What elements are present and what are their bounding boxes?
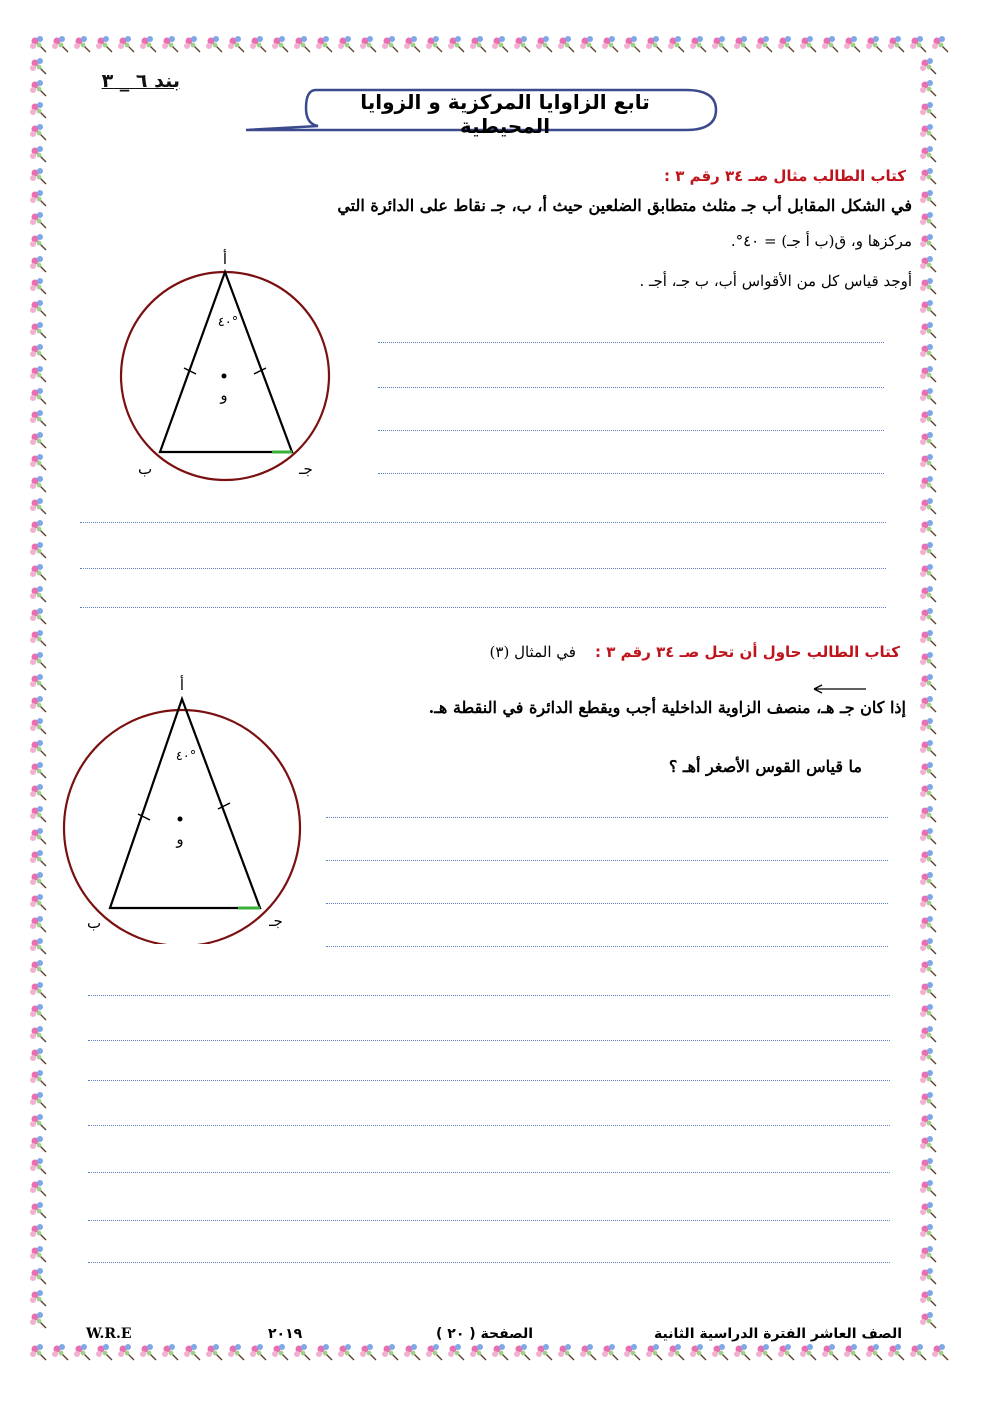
exercise-heading-row (490, 642, 900, 661)
label-c: جـ (299, 460, 313, 478)
border-flower-icon (514, 36, 530, 52)
border-flower-icon (920, 432, 936, 448)
border-flower-icon (920, 80, 936, 96)
border-flower-icon (316, 36, 332, 52)
border-flower-icon (712, 1344, 728, 1360)
border-flower-icon (646, 36, 662, 52)
page-title: تابع الزاوايا المركزية و الزوايا المحيطية (360, 90, 650, 138)
border-flower-icon (382, 36, 398, 52)
border-flower-icon (920, 344, 936, 360)
border-flower-icon (800, 36, 816, 52)
label-a: أ (222, 250, 228, 268)
border-flower-icon (118, 1344, 134, 1360)
border-flower-icon (30, 410, 46, 426)
section-number: بند ٦ _ ٣ (101, 70, 180, 92)
border-flower-icon (920, 1026, 936, 1042)
label-b: ب (86, 914, 102, 932)
border-flower-icon (426, 36, 442, 52)
border-flower-icon (30, 1092, 46, 1108)
border-flower-icon (920, 190, 936, 206)
border-flower-icon (910, 36, 926, 52)
border-flower-icon (558, 36, 574, 52)
border-flower-icon (30, 146, 46, 162)
border-flower-icon (690, 1344, 706, 1360)
answer-line (378, 473, 884, 474)
border-flower-icon (920, 454, 936, 470)
border-flower-icon (294, 36, 310, 52)
border-flower-icon (30, 344, 46, 360)
border-flower-icon (30, 1180, 46, 1196)
border-flower-icon (920, 124, 936, 140)
border-flower-icon (920, 1048, 936, 1064)
border-flower-icon (74, 36, 90, 52)
footer-year: ٢٠١٩ (268, 1326, 303, 1342)
border-flower-icon (866, 1344, 882, 1360)
border-flower-icon (30, 520, 46, 536)
border-flower-icon (920, 322, 936, 338)
border-flower-icon (30, 366, 46, 382)
answer-line (80, 522, 886, 523)
border-flower-icon (96, 1344, 112, 1360)
border-flower-icon (228, 1344, 244, 1360)
angle-label: ٤٠° (217, 315, 239, 330)
border-flower-icon (492, 36, 508, 52)
border-flower-icon (920, 168, 936, 184)
border-flower-icon (30, 454, 46, 470)
border-flower-icon (734, 1344, 750, 1360)
border-flower-icon (734, 36, 750, 52)
border-flower-icon (316, 1344, 332, 1360)
example-line-1: في الشكل المقابل أب جـ مثلث متطابق الضلعين حيث أ، ب، جـ نقاط على الدائرة التي (337, 196, 912, 215)
border-flower-icon (920, 1312, 936, 1328)
border-flower-icon (470, 1344, 486, 1360)
border-flower-icon (250, 36, 266, 52)
border-flower-icon (30, 80, 46, 96)
border-flower-icon (30, 498, 46, 514)
border-flower-icon (30, 102, 46, 118)
border-flower-icon (30, 36, 46, 52)
border-flower-icon (920, 410, 936, 426)
border-flower-icon (30, 212, 46, 228)
border-flower-icon (668, 36, 684, 52)
border-flower-icon (140, 36, 156, 52)
border-flower-icon (920, 1136, 936, 1152)
border-flower-icon (30, 674, 46, 690)
border-flower-icon (30, 1312, 46, 1328)
border-flower-icon (920, 542, 936, 558)
border-flower-icon (822, 36, 838, 52)
border-flower-icon (360, 1344, 376, 1360)
border-flower-icon (30, 1224, 46, 1240)
border-flower-icon (888, 36, 904, 52)
border-flower-icon (30, 696, 46, 712)
border-flower-icon (30, 652, 46, 668)
border-flower-icon (30, 1004, 46, 1020)
footer-code: W.R.E (86, 1326, 132, 1342)
border-flower-icon (602, 1344, 618, 1360)
label-b: ب (137, 460, 153, 478)
border-flower-icon (910, 1344, 926, 1360)
center-point (178, 817, 183, 822)
border-flower-icon (30, 300, 46, 316)
border-flower-icon (920, 476, 936, 492)
border-flower-icon (30, 1268, 46, 1284)
border-flower-icon (184, 36, 200, 52)
border-flower-icon (30, 916, 46, 932)
border-flower-icon (932, 1344, 948, 1360)
border-flower-icon (404, 36, 420, 52)
exercise-line-1: إذا كان جـ هـ، منصف الزاوية الداخلية أجب ويقطع الدائرة في النقطة هـ. (428, 698, 906, 717)
border-flower-icon (866, 36, 882, 52)
border-flower-icon (920, 564, 936, 580)
border-flower-icon (30, 476, 46, 492)
answer-line (88, 1080, 890, 1081)
border-flower-icon (920, 674, 936, 690)
border-flower-icon (360, 36, 376, 52)
border-flower-icon (294, 1344, 310, 1360)
border-flower-icon (96, 36, 112, 52)
border-flower-icon (920, 916, 936, 932)
border-flower-icon (30, 1070, 46, 1086)
label-o: و (176, 830, 184, 848)
border-flower-icon (920, 586, 936, 602)
border-flower-icon (920, 894, 936, 910)
answer-line (326, 817, 888, 818)
border-flower-icon (920, 1180, 936, 1196)
border-flower-icon (920, 784, 936, 800)
border-flower-icon (756, 1344, 772, 1360)
border-flower-icon (74, 1344, 90, 1360)
border-flower-icon (920, 212, 936, 228)
border-flower-icon (920, 300, 936, 316)
border-flower-icon (30, 322, 46, 338)
border-flower-icon (30, 190, 46, 206)
border-flower-icon (844, 1344, 860, 1360)
border-flower-icon (30, 960, 46, 976)
border-flower-icon (30, 564, 46, 580)
border-flower-icon (30, 388, 46, 404)
figure-triangle-in-circle-2 (50, 664, 320, 944)
border-flower-icon (920, 102, 936, 118)
border-flower-icon (30, 432, 46, 448)
border-flower-icon (338, 36, 354, 52)
border-flower-icon (30, 1246, 46, 1262)
border-flower-icon (162, 36, 178, 52)
border-flower-icon (920, 256, 936, 272)
equal-side-tick (218, 803, 230, 809)
border-flower-icon (920, 850, 936, 866)
exercise-heading: كتاب الطالب حاول أن تحل صـ ٣٤ رقم ٣ : (595, 643, 900, 661)
isosceles-triangle (110, 699, 260, 908)
border-flower-icon (920, 1224, 936, 1240)
answer-line (326, 946, 888, 947)
border-flower-icon (690, 36, 706, 52)
border-flower-icon (920, 652, 936, 668)
border-flower-icon (162, 1344, 178, 1360)
border-flower-icon (426, 1344, 442, 1360)
border-flower-icon (30, 168, 46, 184)
border-flower-icon (920, 938, 936, 954)
answer-line (326, 903, 888, 904)
border-flower-icon (30, 1136, 46, 1152)
answer-line (88, 995, 890, 996)
border-flower-icon (30, 234, 46, 250)
border-flower-icon (558, 1344, 574, 1360)
border-flower-icon (920, 828, 936, 844)
border-flower-icon (844, 36, 860, 52)
exercise-line-2: ما قياس القوس الأصغر أهـ ؟ (668, 757, 862, 776)
border-flower-icon (338, 1344, 354, 1360)
figure-triangle-in-circle-1 (100, 240, 350, 490)
border-flower-icon (536, 36, 552, 52)
border-flower-icon (920, 498, 936, 514)
answer-line (88, 1040, 890, 1041)
border-flower-icon (30, 718, 46, 734)
ray-arrow-icon (810, 682, 870, 696)
border-flower-icon (30, 608, 46, 624)
border-flower-icon (920, 58, 936, 74)
answer-line (88, 1262, 890, 1263)
example-line-2: مركزها و، ق(ب أ جـ) = ٤٠°. (730, 232, 912, 250)
border-flower-icon (30, 586, 46, 602)
example-heading: كتاب الطالب مثال صـ ٣٤ رقم ٣ : (663, 167, 906, 185)
border-flower-icon (624, 1344, 640, 1360)
border-flower-icon (920, 1158, 936, 1174)
answer-line (88, 1125, 890, 1126)
answer-line (326, 860, 888, 861)
border-flower-icon (52, 1344, 68, 1360)
answer-line (88, 1172, 890, 1173)
label-c: جـ (269, 912, 283, 930)
border-flower-icon (30, 806, 46, 822)
border-flower-icon (30, 256, 46, 272)
border-flower-icon (580, 36, 596, 52)
border-flower-icon (920, 718, 936, 734)
border-flower-icon (920, 608, 936, 624)
border-flower-icon (920, 1246, 936, 1262)
border-flower-icon (30, 982, 46, 998)
border-flower-icon (920, 696, 936, 712)
border-flower-icon (778, 36, 794, 52)
border-flower-icon (920, 806, 936, 822)
border-flower-icon (206, 36, 222, 52)
border-flower-icon (30, 58, 46, 74)
border-flower-icon (756, 36, 772, 52)
answer-line (378, 430, 884, 431)
border-flower-icon (30, 762, 46, 778)
border-flower-icon (920, 366, 936, 382)
border-flower-icon (52, 36, 68, 52)
border-flower-icon (712, 36, 728, 52)
border-flower-icon (30, 1344, 46, 1360)
border-flower-icon (668, 1344, 684, 1360)
border-flower-icon (404, 1344, 420, 1360)
border-flower-icon (920, 960, 936, 976)
border-flower-icon (30, 872, 46, 888)
border-flower-icon (580, 1344, 596, 1360)
border-flower-icon (920, 982, 936, 998)
border-flower-icon (624, 36, 640, 52)
border-flower-icon (30, 1114, 46, 1130)
border-flower-icon (470, 36, 486, 52)
border-flower-icon (602, 36, 618, 52)
border-flower-icon (30, 278, 46, 294)
border-flower-icon (920, 388, 936, 404)
border-flower-icon (920, 1268, 936, 1284)
center-point (222, 374, 227, 379)
border-flower-icon (118, 36, 134, 52)
border-flower-icon (888, 1344, 904, 1360)
border-flower-icon (30, 1290, 46, 1306)
border-flower-icon (382, 1344, 398, 1360)
border-flower-icon (514, 1344, 530, 1360)
border-flower-icon (920, 1004, 936, 1020)
label-a: أ (179, 676, 185, 694)
border-flower-icon (30, 740, 46, 756)
border-flower-icon (228, 36, 244, 52)
label-o: و (220, 386, 228, 404)
border-flower-icon (206, 1344, 222, 1360)
border-flower-icon (448, 1344, 464, 1360)
border-flower-icon (448, 36, 464, 52)
border-flower-icon (272, 1344, 288, 1360)
border-flower-icon (272, 36, 288, 52)
border-flower-icon (30, 542, 46, 558)
border-flower-icon (30, 1202, 46, 1218)
border-flower-icon (30, 124, 46, 140)
border-flower-icon (920, 234, 936, 250)
border-flower-icon (920, 1202, 936, 1218)
border-flower-icon (30, 784, 46, 800)
answer-line (80, 568, 886, 569)
border-flower-icon (920, 1070, 936, 1086)
isosceles-triangle (160, 272, 292, 452)
border-flower-icon (30, 894, 46, 910)
border-flower-icon (920, 146, 936, 162)
border-flower-icon (920, 872, 936, 888)
answer-line (378, 342, 884, 343)
answer-line (378, 387, 884, 388)
border-flower-icon (932, 36, 948, 52)
border-flower-icon (920, 740, 936, 756)
border-flower-icon (30, 1048, 46, 1064)
border-flower-icon (920, 278, 936, 294)
footer-grade: الصف العاشر الفترة الدراسية الثانية (654, 1326, 902, 1342)
border-flower-icon (822, 1344, 838, 1360)
border-flower-icon (30, 1158, 46, 1174)
answer-line (80, 607, 886, 608)
angle-label: ٤٠° (175, 749, 197, 764)
border-flower-icon (30, 938, 46, 954)
answer-line (88, 1220, 890, 1221)
border-flower-icon (30, 850, 46, 866)
border-flower-icon (920, 1092, 936, 1108)
border-flower-icon (184, 1344, 200, 1360)
border-flower-icon (920, 630, 936, 646)
border-flower-icon (492, 1344, 508, 1360)
border-flower-icon (536, 1344, 552, 1360)
border-flower-icon (920, 1290, 936, 1306)
border-flower-icon (800, 1344, 816, 1360)
border-flower-icon (778, 1344, 794, 1360)
border-flower-icon (920, 520, 936, 536)
border-flower-icon (30, 828, 46, 844)
border-flower-icon (30, 630, 46, 646)
example-line-3: أوجد قياس كل من الأقواس أب، ب جـ، أجـ . (639, 272, 912, 290)
footer-page-number: الصفحة ( ٢٠ ) (436, 1326, 534, 1342)
exercise-reference: في المثال (٣) (489, 643, 576, 661)
border-flower-icon (646, 1344, 662, 1360)
border-flower-icon (30, 1026, 46, 1042)
border-flower-icon (140, 1344, 156, 1360)
border-flower-icon (920, 1114, 936, 1130)
border-flower-icon (920, 762, 936, 778)
border-flower-icon (250, 1344, 266, 1360)
